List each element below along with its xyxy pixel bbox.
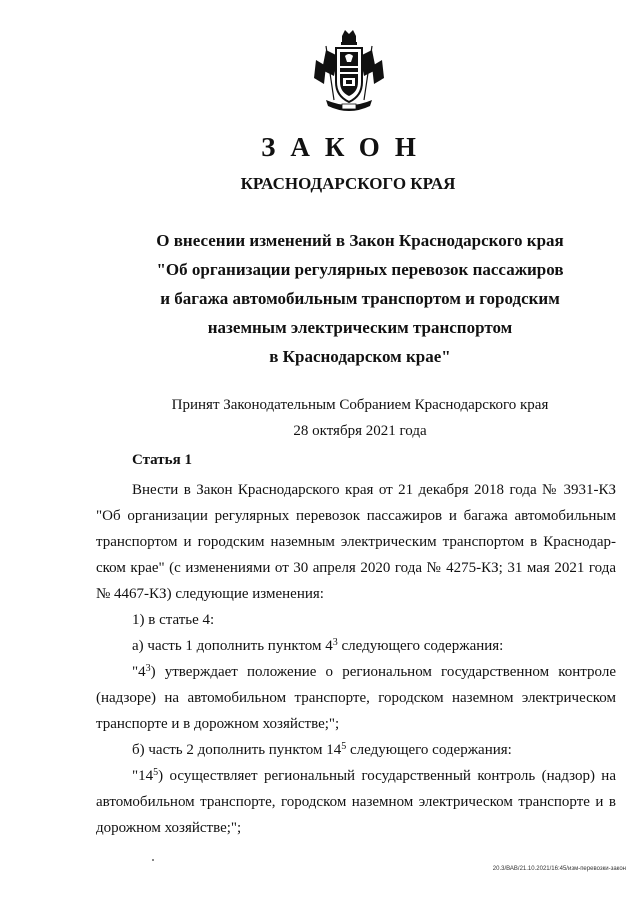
title-line: "Об организации регулярных перевозок пассажиров: [156, 260, 564, 279]
title-line: и багажа автомобильным транспортом и городским: [160, 289, 560, 308]
title-line: в Краснодарском крае": [269, 347, 451, 366]
item-text: б) часть 2 дополнить пунктом 14: [132, 742, 342, 758]
text-line: автомобильном транспорте, городском наземном электрическом транспорте и в: [96, 794, 616, 810]
adoption-note: [100, 392, 620, 444]
document-type: ЗАКОН: [261, 132, 431, 162]
superscript: 3: [332, 637, 338, 648]
item-text: следующего содержания:: [337, 638, 504, 654]
clause-number: "14: [132, 768, 154, 784]
list-item: [96, 737, 616, 763]
title-line: наземным электрическим транспортом: [207, 318, 513, 337]
document-title: [100, 226, 620, 371]
adoption-date: 28 октября 2021 года: [293, 423, 427, 439]
list-item: 1) в статье 4:: [132, 612, 215, 628]
text-line: (надзоре) на автомобильном транспорте, городском наземном электрическом: [96, 690, 616, 706]
clause-text: ) осуществляет региональный государственный контроль (надзор) на: [158, 768, 616, 784]
text-line: [96, 659, 616, 685]
text-line: ском крае" (с изменениями от 30 апреля 2020 года № 4275-КЗ; 31 мая 2021 года: [96, 560, 616, 576]
text-line: дорожном хозяйстве;";: [96, 820, 242, 836]
superscript: 3: [145, 663, 151, 674]
superscript: 5: [341, 741, 347, 752]
article-body: [96, 477, 616, 841]
article-intro: [96, 477, 616, 607]
krasnodar-coat-of-arms-icon: [312, 30, 386, 116]
item-text: а) часть 1 дополнить пунктом 4: [132, 638, 333, 654]
adoption-body: Принят Законодательным Собранием Краснодарского края: [171, 397, 549, 413]
quoted-clause: [96, 763, 616, 841]
text-line: Внести в Закон Краснодарского края от 21 декабря 2018 года № 3931-КЗ: [132, 482, 616, 498]
list-item: [96, 633, 616, 659]
issuing-authority: КРАСНОДАРСКОГО КРАЯ: [240, 174, 456, 193]
text-line: "Об организации регулярных перевозок пассажиров и багажа автомобильным: [96, 508, 616, 524]
footer-stamp: 20.3/ВАВ/21.10.2021/16:45/изм-перевозки-закон: [492, 866, 626, 872]
item-text: следующего содержания:: [346, 742, 512, 758]
article-heading: Статья 1: [132, 452, 192, 468]
clause-text: ) утверждает положение о региональном государственном контроле: [150, 664, 616, 680]
superscript: 5: [153, 767, 159, 778]
quoted-clause: [96, 659, 616, 737]
text-line: транспорте и в дорожном хозяйстве;";: [96, 716, 340, 732]
text-line: [96, 763, 616, 789]
title-line: О внесении изменений в Закон Краснодарского края: [156, 231, 564, 250]
text-line: № 4467-КЗ) следующие изменения:: [96, 586, 324, 602]
scan-speck: [152, 859, 154, 861]
clause-number: "4: [132, 664, 146, 680]
text-line: транспортом и городским наземным электрическим транспортом в Краснодар-: [96, 534, 616, 550]
